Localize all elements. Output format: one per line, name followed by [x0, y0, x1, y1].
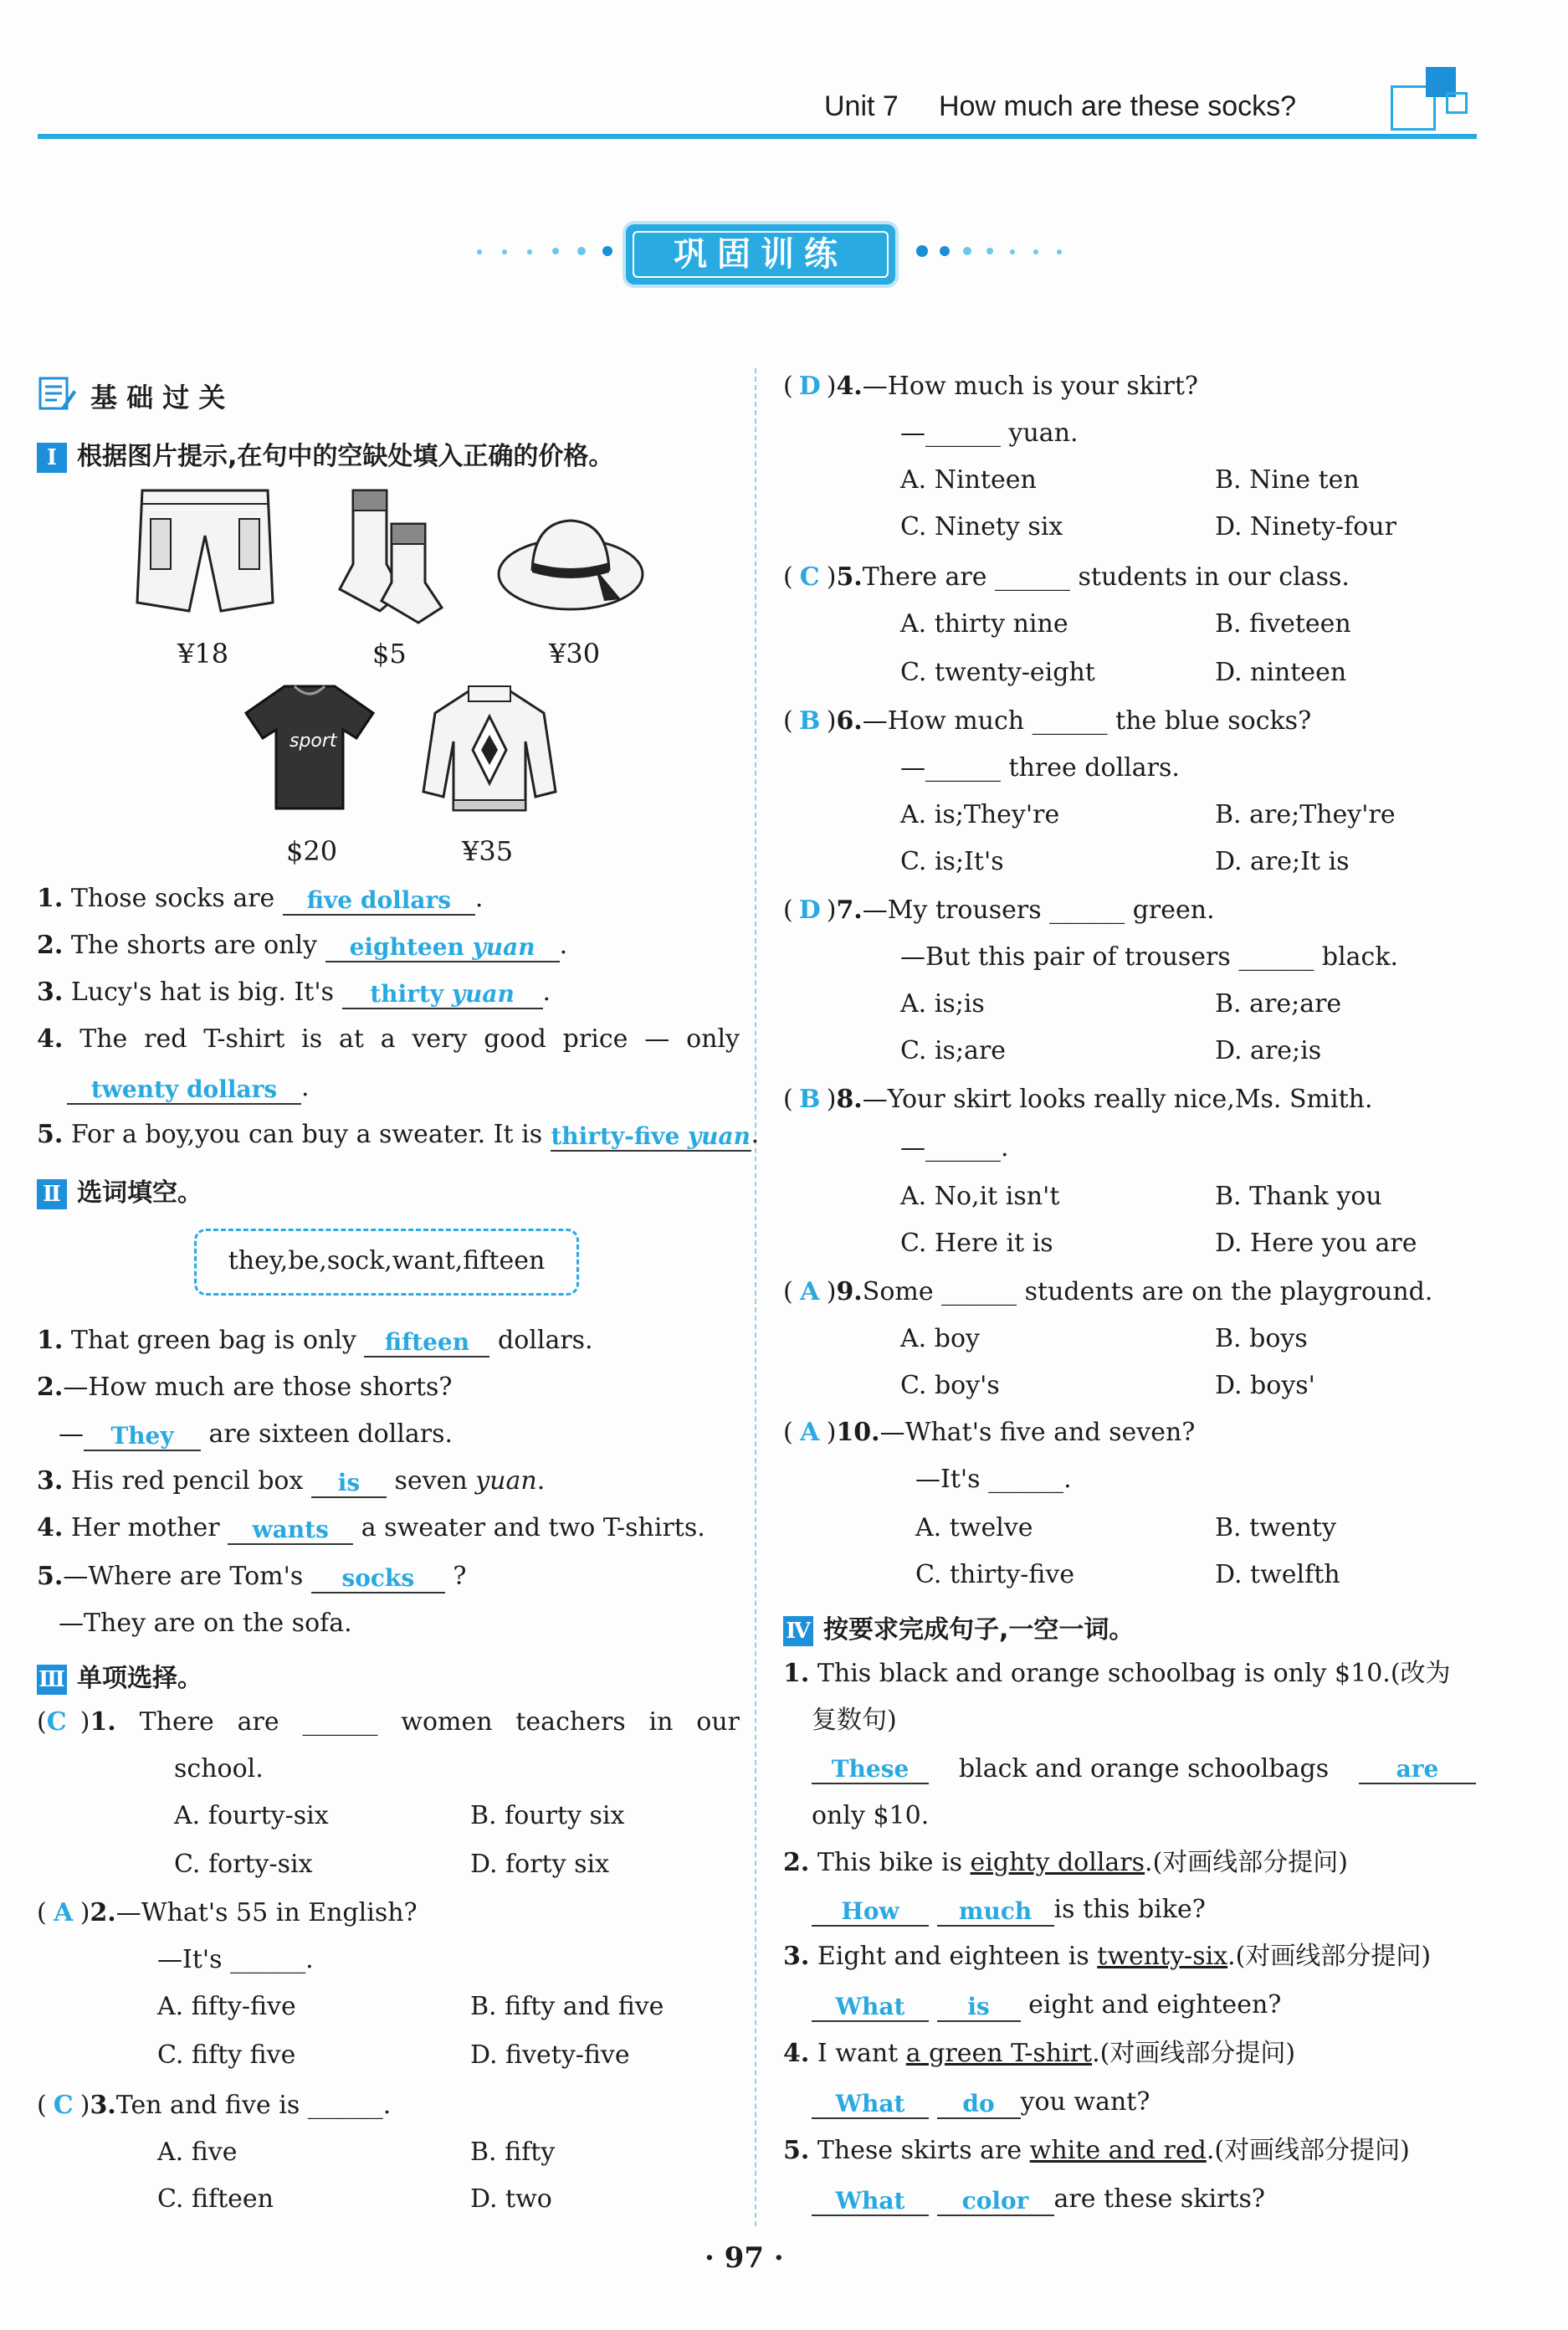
mc-q5: ( C )5.There are ______ students in our class.: [783, 561, 1350, 594]
price-tshirt: $20: [286, 835, 338, 867]
mc-q1: (C )1. There are ______ women teachers in our: [37, 1706, 740, 1739]
mc-q10-optB[interactable]: B. twenty: [1215, 1513, 1336, 1542]
mc-q8: ( B )8.—Your skirt looks really nice,Ms. Smith.: [783, 1083, 1373, 1116]
mc-q8-optB[interactable]: B. Thank you: [1215, 1182, 1382, 1211]
p4-q5-blank1[interactable]: What: [812, 2184, 929, 2216]
mc-q2-answer[interactable]: A: [54, 1898, 74, 1927]
mc-q8-stem2: —______.: [900, 1133, 1009, 1162]
socks-icon: [310, 484, 460, 629]
mc-q8-answer[interactable]: B: [799, 1085, 821, 1114]
part3-roman: Ⅲ: [37, 1665, 67, 1695]
part1-roman: Ⅰ: [37, 443, 67, 473]
mc-q6-optB[interactable]: B. are;They're: [1215, 800, 1396, 829]
p2-q4-blank[interactable]: wants: [228, 1513, 353, 1545]
p1-q2-blank[interactable]: eighteen yuan: [325, 931, 560, 962]
mc-q10-answer[interactable]: A: [800, 1418, 820, 1447]
mc-q4: ( D )4.—How much is your skirt?: [783, 370, 1198, 403]
mc-q7-optA[interactable]: A. is;is: [900, 989, 985, 1019]
mc-q5-optB[interactable]: B. fiveteen: [1215, 609, 1351, 639]
p4-q4-blank2[interactable]: do: [937, 2087, 1021, 2119]
mc-q5-answer[interactable]: C: [799, 562, 820, 592]
notepad-icon: [37, 373, 77, 413]
mc-q1-stem2: school.: [174, 1754, 264, 1783]
p2-q2-answer-line: — They are sixteen dollars.: [59, 1419, 453, 1450]
mc-q9: ( A )9.Some ______ students are on the playground.: [783, 1275, 1432, 1309]
mc-q4-stem2: —______ yuan.: [900, 418, 1079, 448]
mc-q7: ( D )7.—My trousers ______ green.: [783, 894, 1215, 927]
mc-q10: ( A )10.—What's five and seven?: [783, 1416, 1195, 1450]
mc-q9-answer[interactable]: A: [800, 1277, 820, 1306]
mc-q1-answer[interactable]: C: [46, 1707, 67, 1737]
mc-q6-optA[interactable]: A. is;They're: [900, 800, 1060, 829]
mc-q8-optD[interactable]: D. Here you are: [1215, 1229, 1417, 1258]
p1-q4-blank[interactable]: twenty dollars: [67, 1073, 301, 1105]
mc-q1-optB[interactable]: B. fourty six: [470, 1801, 625, 1830]
p4-q1-blank2[interactable]: are: [1359, 1753, 1476, 1784]
p2-q1-blank[interactable]: fifteen: [364, 1326, 489, 1357]
p1-q1: 1. Those socks are five dollars .: [37, 884, 484, 914]
p4-q1-tail: only $10.: [812, 1801, 930, 1830]
page-number: · 97 ·: [705, 2241, 784, 2275]
mc-q3-optB[interactable]: B. fifty: [470, 2138, 556, 2167]
p2-q1: 1. That green bag is only fifteen dollars.: [37, 1326, 593, 1356]
shorts-icon: [134, 485, 276, 623]
mc-q7-stem2: —But this pair of trousers ______ black.: [900, 942, 1399, 972]
p1-q3: 3. Lucy's hat is big. It's thirty yuan .: [37, 978, 551, 1008]
mc-q10-optA[interactable]: A. twelve: [915, 1513, 1033, 1542]
p2-q5-blank[interactable]: socks: [311, 1562, 445, 1594]
mc-q2: ( A )2.—What's 55 in English?: [37, 1896, 418, 1930]
p4-q3-blank1[interactable]: What: [812, 1990, 929, 2022]
p4-q3-answer-line: What is eight and eighteen?: [812, 1989, 1281, 2022]
p4-q5-answer-line: What color are these skirts?: [812, 2183, 1265, 2216]
part1-heading: [37, 435, 613, 473]
word-bank: they,be,sock,want,fifteen: [194, 1229, 579, 1296]
p1-q1-blank[interactable]: five dollars: [283, 884, 475, 916]
price-hat: ¥30: [549, 638, 601, 670]
mc-q3-answer[interactable]: C: [53, 2091, 74, 2120]
part4-instruction: 按要求完成句子,一空一词。: [823, 1615, 1135, 1645]
mc-q6-optD[interactable]: D. are;It is: [1215, 847, 1350, 876]
mc-q1-optC[interactable]: C. forty-six: [174, 1850, 313, 1879]
mc-q2-optD[interactable]: D. fivety-five: [470, 2040, 630, 2070]
mc-q9-optB[interactable]: B. boys: [1215, 1324, 1308, 1353]
mc-q2-optB[interactable]: B. fifty and five: [470, 1992, 664, 2021]
p2-q3: 3. His red pencil box is seven yuan.: [37, 1466, 546, 1496]
p2-q4: 4. Her mother wants a sweater and two T-shirts.: [37, 1513, 705, 1543]
p4-q3-blank2[interactable]: is: [937, 1990, 1021, 2022]
mc-q2-optA[interactable]: A. fifty-five: [157, 1992, 296, 2021]
p4-q5-blank2[interactable]: color: [937, 2184, 1054, 2216]
p2-q3-blank[interactable]: is: [311, 1466, 387, 1498]
part3-instruction: 单项选择。: [77, 1664, 202, 1693]
p4-q1-text2: 复数句): [812, 1706, 897, 1735]
banner-title: 巩固训练: [633, 231, 889, 278]
p2-q2-blank[interactable]: They: [84, 1419, 201, 1451]
section-basic-title: 基 础 过 关: [90, 382, 226, 413]
p1-q5-blank[interactable]: thirty-five yuan: [551, 1120, 751, 1152]
mc-q1-optD[interactable]: D. forty six: [470, 1850, 610, 1879]
banner: [626, 224, 895, 285]
part4-roman: Ⅳ: [783, 1616, 813, 1646]
mc-q6-optC[interactable]: C. is;It's: [900, 847, 1004, 876]
p4-q2: 2. This bike is eighty dollars.(对画线部分提问): [783, 1848, 1348, 1877]
part4-heading: [783, 1609, 1134, 1646]
mc-q9-optA[interactable]: A. boy: [900, 1324, 980, 1353]
mc-q4-optB[interactable]: B. Nine ten: [1215, 465, 1360, 495]
mc-q5-optD[interactable]: D. ninteen: [1215, 658, 1347, 687]
mc-q7-optB[interactable]: B. are;are: [1215, 989, 1342, 1019]
svg-text:sport: sport: [290, 731, 337, 752]
mc-q3: ( C )3.Ten and five is ______.: [37, 2089, 391, 2122]
mc-q10-optD[interactable]: D. twelfth: [1215, 1560, 1340, 1589]
mc-q8-optC[interactable]: C. Here it is: [900, 1229, 1053, 1258]
mc-q9-optC[interactable]: C. boy's: [900, 1371, 1000, 1400]
p1-q5: 5. For a boy,you can buy a sweater. It is thirty-five yuan.: [37, 1120, 760, 1150]
p4-q1-blank1[interactable]: These: [812, 1753, 929, 1784]
unit-label: Unit 7: [824, 90, 899, 122]
mc-q3-optA[interactable]: A. five: [157, 2138, 238, 2167]
mc-q2-optC[interactable]: C. fifty five: [157, 2040, 296, 2070]
header-rule: [38, 134, 1477, 139]
mc-q4-optC[interactable]: C. Ninety six: [900, 512, 1063, 541]
p4-q5: 5. These skirts are white and red.(对画线部分提问): [783, 2136, 1410, 2165]
price-socks: $5: [372, 638, 407, 670]
mc-q2-stem2: —It's ______.: [157, 1945, 314, 1974]
part2-instruction: 选词填空。: [77, 1178, 202, 1208]
p1-q4: 4. The red T-shirt is at a very good price — only: [37, 1024, 740, 1054]
mc-q7-answer[interactable]: D: [798, 896, 821, 925]
mc-q7-optD[interactable]: D. are;is: [1215, 1036, 1322, 1065]
p1-q4-answer-line: twenty dollars .: [67, 1071, 310, 1105]
mc-q3-optC[interactable]: C. fifteen: [157, 2184, 274, 2214]
p1-q2: 2. The shorts are only eighteen yuan .: [37, 931, 568, 961]
mc-q6: ( B )6.—How much ______ the blue socks?: [783, 705, 1311, 738]
column-divider: [755, 368, 756, 2226]
mc-q3-optD[interactable]: D. two: [470, 2184, 552, 2214]
mc-q7-optC[interactable]: C. is;are: [900, 1036, 1007, 1065]
mc-q5-optA[interactable]: A. thirty nine: [900, 609, 1068, 639]
mc-q4-optD[interactable]: D. Ninety-four: [1215, 512, 1396, 541]
tshirt-icon: [243, 680, 377, 817]
mc-q6-stem2: —______ three dollars.: [900, 753, 1180, 783]
part2-heading: [37, 1172, 202, 1209]
mc-q5-optC[interactable]: C. twenty-eight: [900, 658, 1095, 687]
mc-q8-optA[interactable]: A. No,it isn't: [900, 1182, 1060, 1211]
part2-roman: Ⅱ: [37, 1179, 67, 1209]
unit-title: How much are these socks?: [939, 90, 1297, 122]
hat-icon: [495, 507, 646, 619]
part1-instruction: 根据图片提示,在句中的空缺处填入正确的价格。: [77, 442, 614, 471]
price-shorts: ¥18: [177, 638, 229, 670]
p2-q5-reply: —They are on the sofa.: [59, 1609, 352, 1638]
header-squares-icon: [1389, 67, 1473, 134]
mc-q4-answer[interactable]: D: [798, 372, 821, 401]
p4-q1: 1. This black and orange schoolbag is only $10.(改为: [783, 1659, 1451, 1688]
mc-q10-stem2: —It's ______.: [915, 1465, 1072, 1494]
mc-q10-optC[interactable]: C. thirty-five: [915, 1560, 1075, 1589]
price-sweater: ¥35: [462, 835, 514, 867]
p4-q2-blank2[interactable]: much: [937, 1895, 1054, 1927]
mc-q6-answer[interactable]: B: [799, 706, 821, 736]
p4-q2-blank1[interactable]: How: [812, 1895, 929, 1927]
p2-q5: 5.—Where are Tom's socks ?: [37, 1562, 467, 1592]
part3-heading: [37, 1657, 202, 1695]
sweater-icon: [418, 683, 561, 820]
p4-q4-answer-line: What do you want?: [812, 2086, 1150, 2119]
p4-q4-blank1[interactable]: What: [812, 2087, 929, 2119]
p2-q2: 2.—How much are those shorts?: [37, 1373, 453, 1402]
mc-q4-optA[interactable]: A. Ninteen: [900, 465, 1037, 495]
p4-q2-answer-line: How much is this bike?: [812, 1893, 1206, 1927]
p1-q3-blank[interactable]: thirty yuan: [342, 978, 543, 1009]
p4-q1-answer-line: These black and orange schoolbags are: [812, 1753, 1476, 1786]
mc-q1-optA[interactable]: A. fourty-six: [174, 1801, 329, 1830]
mc-q9-optD[interactable]: D. boys': [1215, 1371, 1315, 1400]
p4-q4: 4. I want a green T-shirt.(对画线部分提问): [783, 2039, 1296, 2068]
p4-q3: 3. Eight and eighteen is twenty-six.(对画线部分提问): [783, 1942, 1432, 1971]
